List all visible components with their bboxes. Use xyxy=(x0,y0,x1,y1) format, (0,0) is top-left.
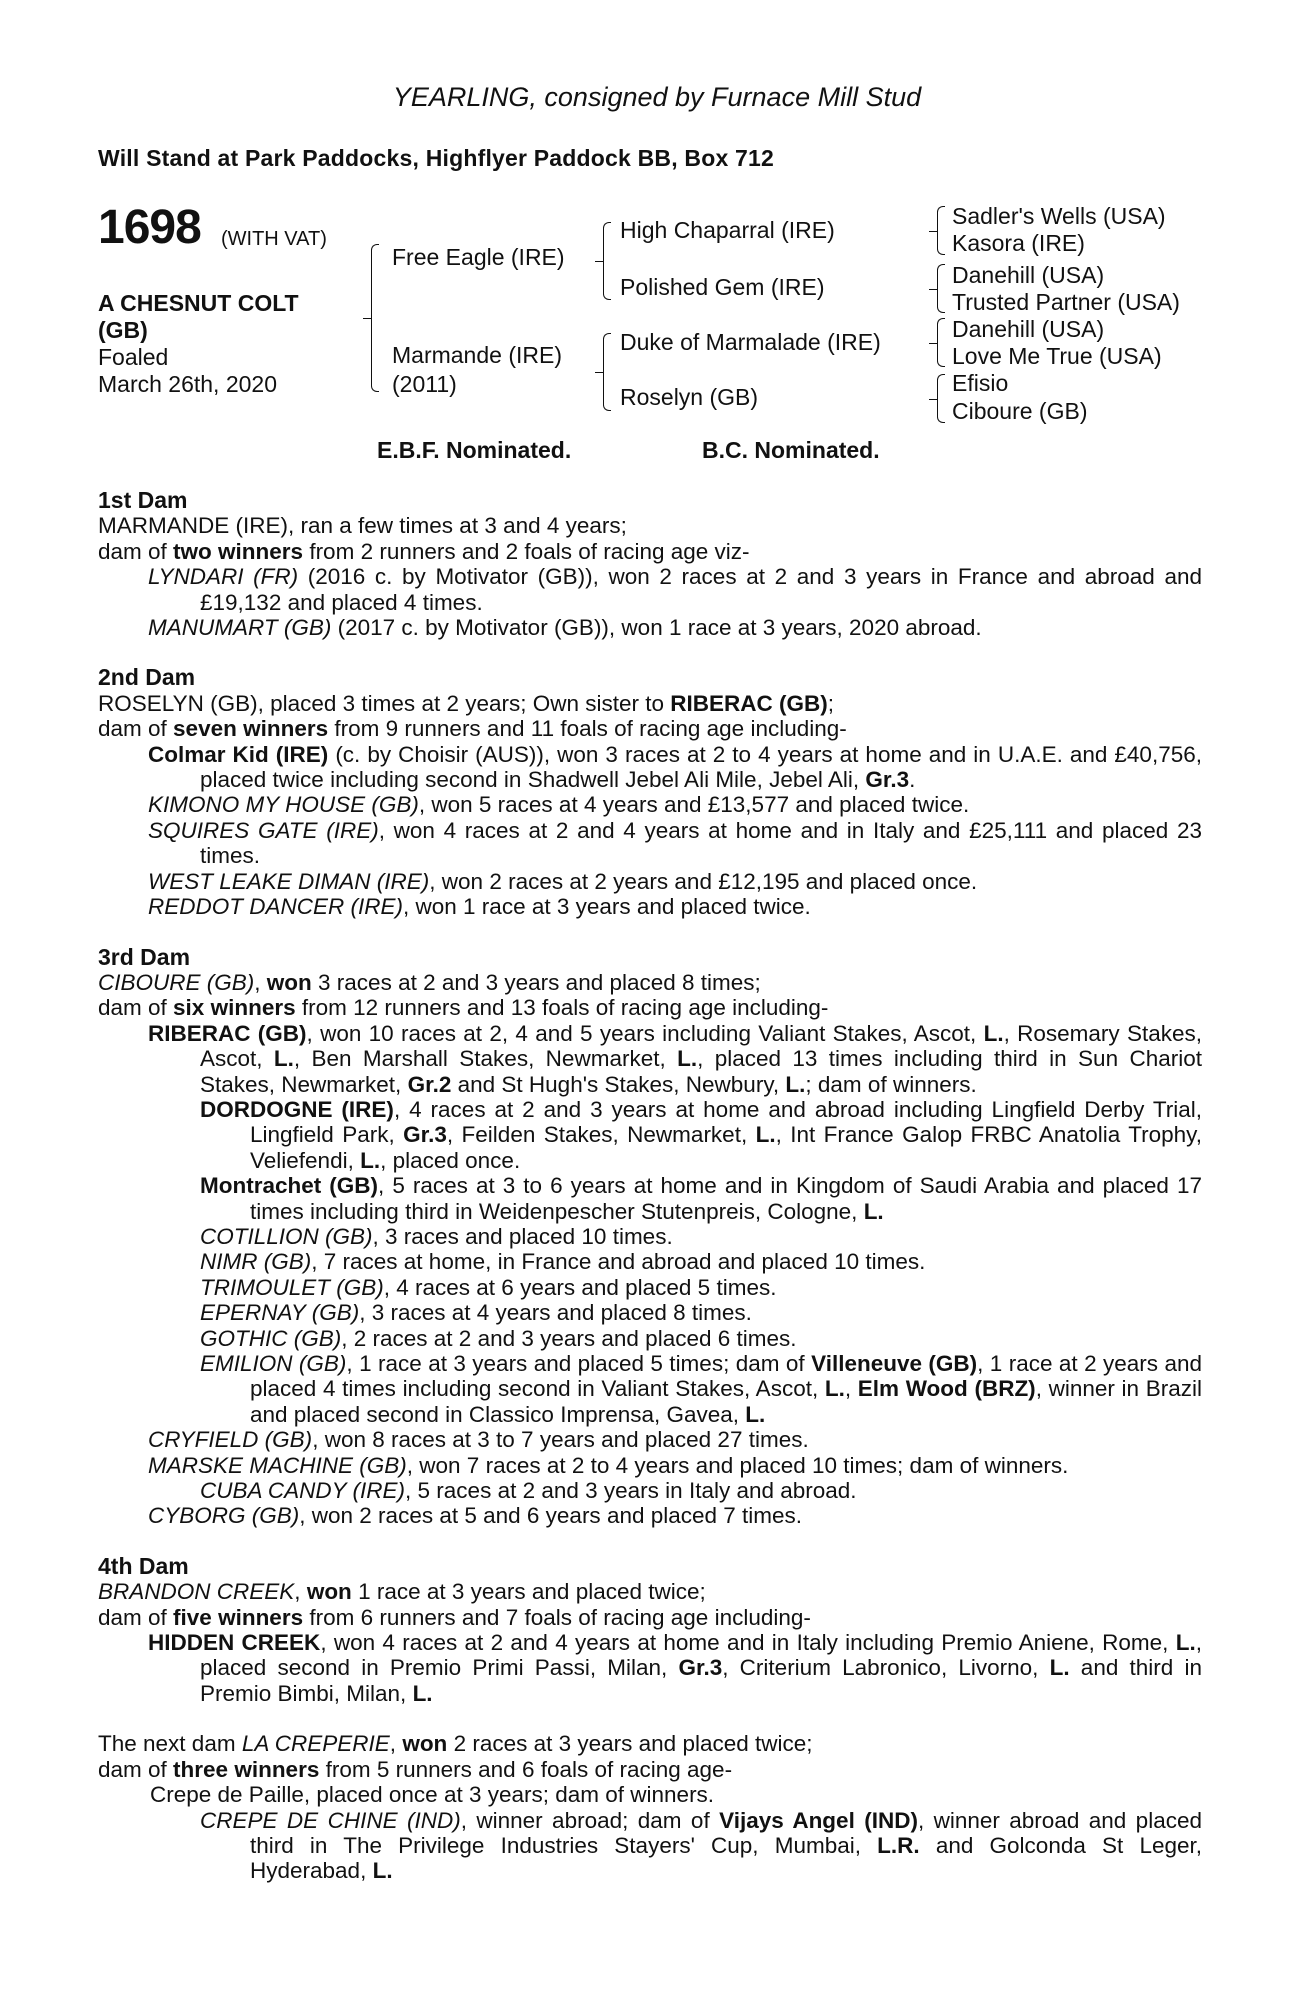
third-dam-section xyxy=(98,945,1202,1529)
dam-line: CIBOURE (GB), won 3 races at 2 and 3 years and placed 8 times; xyxy=(98,969,761,995)
dam-line: MARMANDE (IRE), ran a few times at 3 and 4 years; xyxy=(98,513,627,539)
vat-note: (WITH VAT) xyxy=(221,228,327,250)
pedigree-dam: Marmande (IRE) xyxy=(392,342,562,368)
grand-produce-entry: CUBA CANDY (IRE), 5 races at 2 and 3 years in Italy and abroad. xyxy=(200,1478,857,1504)
dam-produce-line: dam of seven winners from 9 runners and 11 foals of racing age including- xyxy=(98,716,847,742)
produce-entry: CYBORG (GB), won 2 races at 5 and 6 years and placed 7 times. xyxy=(148,1503,803,1529)
dam-line: The next dam LA CREPERIE, won 2 races at 3 years and placed twice; xyxy=(98,1731,813,1757)
pedigree-g8: Ciboure (GB) xyxy=(952,398,1088,424)
produce-entry: HIDDEN CREEK, won 4 races at 2 and 4 years at home and in Italy including Premio Aniene, Rome, L., placed second in Premio Primi Passi, Milan, Gr.3, Criterium Labronico, Livorno, L. and third in Premio Bimbi, Milan, L. xyxy=(148,1630,1202,1706)
produce-entry: CRYFIELD (GB), won 8 races at 3 to 7 years and placed 27 times. xyxy=(148,1427,809,1453)
section-heading: 4th Dam xyxy=(98,1552,189,1579)
foaled-date: March 26th, 2020 xyxy=(98,371,278,397)
produce-entry: REDDOT DANCER (IRE), won 1 race at 3 years and placed twice. xyxy=(148,894,811,920)
grand-produce-entry: Montrachet (GB), 5 races at 3 to 6 years at home and in Kingdom of Saudi Arabia and placed 17 times including third in Weidenpescher Stutenpreis, Cologne, L. xyxy=(200,1173,1203,1224)
foaled-label: Foaled xyxy=(98,344,169,370)
stand-location: Will Stand at Park Paddocks, Highflyer Paddock BB, Box 712 xyxy=(98,145,775,171)
horse-type: A CHESNUT COLT xyxy=(98,290,299,316)
grand-produce-entry: EMILION (GB), 1 race at 3 years and placed 5 times; dam of Villeneuve (GB), 1 race at 2 years and placed 4 times including second in Valiant Stakes, Ascot, L., Elm Wood (BRZ), winner in Brazil and placed second in Classico Imprensa, Gavea, L. xyxy=(200,1351,1202,1427)
section-heading: 2nd Dam xyxy=(98,664,196,691)
pedigree-brace-g4 xyxy=(937,374,945,423)
pedigree-brace-dam xyxy=(603,333,611,411)
dam-produce-line: dam of six winners from 12 runners and 13 foals of racing age including- xyxy=(98,995,829,1021)
pedigree-g6: Love Me True (USA) xyxy=(952,343,1162,369)
grand-produce-entry: TRIMOULET (GB), 4 races at 6 years and placed 5 times. xyxy=(200,1274,777,1300)
catalogue-body xyxy=(98,488,1202,1884)
produce-entry: RIBERAC (GB), won 10 races at 2, 4 and 5 years including Valiant Stakes, Ascot, L., Rosemary Stakes, Ascot, L., Ben Marshall Stakes, Newmarket, L., placed 13 times including third in Sun Chariot Stakes, Newmarket, Gr.2 and St Hugh's Stakes, Newbury, L.; dam of winners. xyxy=(148,1020,1202,1097)
section-heading: 3rd Dam xyxy=(98,943,191,970)
produce-entry: Colmar Kid (IRE) (c. by Choisir (AUS)), won 3 races at 2 to 4 years at home and in U.A.E. and £40,756, placed twice including second in Shadwell Jebel Ali Mile, Jebel Ali, Gr.3. xyxy=(148,741,1202,793)
produce-entry: SQUIRES GATE (IRE), won 4 races at 2 and 4 years at home and in Italy and £25,111 and placed 23 times. xyxy=(148,817,1202,869)
pedigree-brace-main xyxy=(371,244,379,392)
dam-produce-line: dam of three winners from 5 runners and 6 foals of racing age- xyxy=(98,1756,733,1782)
dam-produce-line: dam of five winners from 6 runners and 7 foals of racing age including- xyxy=(98,1604,811,1630)
next-dam-section xyxy=(98,1731,1202,1883)
fourth-dam-section xyxy=(98,1554,1202,1706)
pedigree-dam-sire: Duke of Marmalade (IRE) xyxy=(620,329,881,355)
pedigree-g1: Sadler's Wells (USA) xyxy=(952,203,1166,229)
pedigree-brace-g3 xyxy=(937,318,945,367)
produce-entry: WEST LEAKE DIMAN (IRE), won 2 races at 2 years and £12,195 and placed once. xyxy=(148,868,978,894)
pedigree-sire-sire: High Chaparral (IRE) xyxy=(620,217,835,243)
produce-entry: Crepe de Paille, placed once at 3 years; dam of winners. xyxy=(150,1782,715,1808)
page-title: YEARLING, consigned by Furnace Mill Stud xyxy=(392,82,922,112)
produce-entry: KIMONO MY HOUSE (GB), won 5 races at 4 years and £13,577 and placed twice. xyxy=(148,792,970,818)
grand-produce-entry: NIMR (GB), 7 races at home, in France and abroad and placed 10 times. xyxy=(200,1249,926,1275)
pedigree-g5: Danehill (USA) xyxy=(952,316,1105,342)
pedigree-brace-g1 xyxy=(937,206,945,255)
grand-produce-entry: GOTHIC (GB), 2 races at 2 and 3 years and placed 6 times. xyxy=(200,1325,797,1351)
pedigree-dam-year: (2011) xyxy=(392,371,457,397)
lot-number: 1698 xyxy=(98,201,201,254)
horse-country: (GB) xyxy=(98,317,148,343)
produce-entry: LYNDARI (FR) (2016 c. by Motivator (GB)), won 2 races at 2 and 3 years in France and abroad and £19,132 and placed 4 times. xyxy=(148,564,1202,615)
dam-line: BRANDON CREEK, won 1 race at 3 years and placed twice; xyxy=(98,1579,706,1605)
pedigree-g7: Efisio xyxy=(952,370,1009,396)
second-dam-section xyxy=(98,665,1202,919)
pedigree-g2: Kasora (IRE) xyxy=(952,230,1085,256)
pedigree-brace-sire xyxy=(603,222,611,300)
grand-produce-entry: COTILLION (GB), 3 races and placed 10 times. xyxy=(200,1223,673,1249)
ebf-nomination: E.B.F. Nominated. xyxy=(377,437,572,463)
bc-nomination: B.C. Nominated. xyxy=(702,437,880,463)
pedigree-sire: Free Eagle (IRE) xyxy=(392,244,565,270)
produce-entry: MARSKE MACHINE (GB), won 7 races at 2 to 4 years and placed 10 times; dam of winners. xyxy=(148,1452,1069,1478)
grand-produce-entry: CREPE DE CHINE (IND), winner abroad; dam of Vijays Angel (IND), winner abroad and placed third in The Privilege Industries Stayers' Cup, Mumbai, L.R. and Golconda St Leger, Hyderabad, L. xyxy=(200,1807,1202,1884)
first-dam-section xyxy=(98,488,1202,640)
section-heading: 1st Dam xyxy=(98,487,188,513)
pedigree-dam-dam: Roselyn (GB) xyxy=(620,384,759,410)
pedigree-g3: Danehill (USA) xyxy=(952,262,1105,288)
grand-produce-entry: EPERNAY (GB), 3 races at 4 years and placed 8 times. xyxy=(200,1300,752,1326)
dam-produce-line: dam of two winners from 2 runners and 2 foals of racing age viz- xyxy=(98,538,750,564)
pedigree-g4: Trusted Partner (USA) xyxy=(952,289,1180,315)
grand-produce-entry: DORDOGNE (IRE), 4 races at 2 and 3 years at home and abroad including Lingfield Derby Trial, Lingfield Park, Gr.3, Feilden Stakes, Newmarket, L., Int France Galop FRBC Anatolia Trophy, Veliefendi, L., placed once. xyxy=(200,1096,1203,1173)
pedigree-brace-g2 xyxy=(937,264,945,313)
pedigree-sire-dam: Polished Gem (IRE) xyxy=(620,274,825,300)
dam-line: ROSELYN (GB), placed 3 times at 2 years; Own sister to RIBERAC (GB); xyxy=(98,690,835,716)
produce-entry: MANUMART (GB) (2017 c. by Motivator (GB)), won 1 race at 3 years, 2020 abroad. xyxy=(148,615,982,641)
horse-description xyxy=(98,290,299,398)
